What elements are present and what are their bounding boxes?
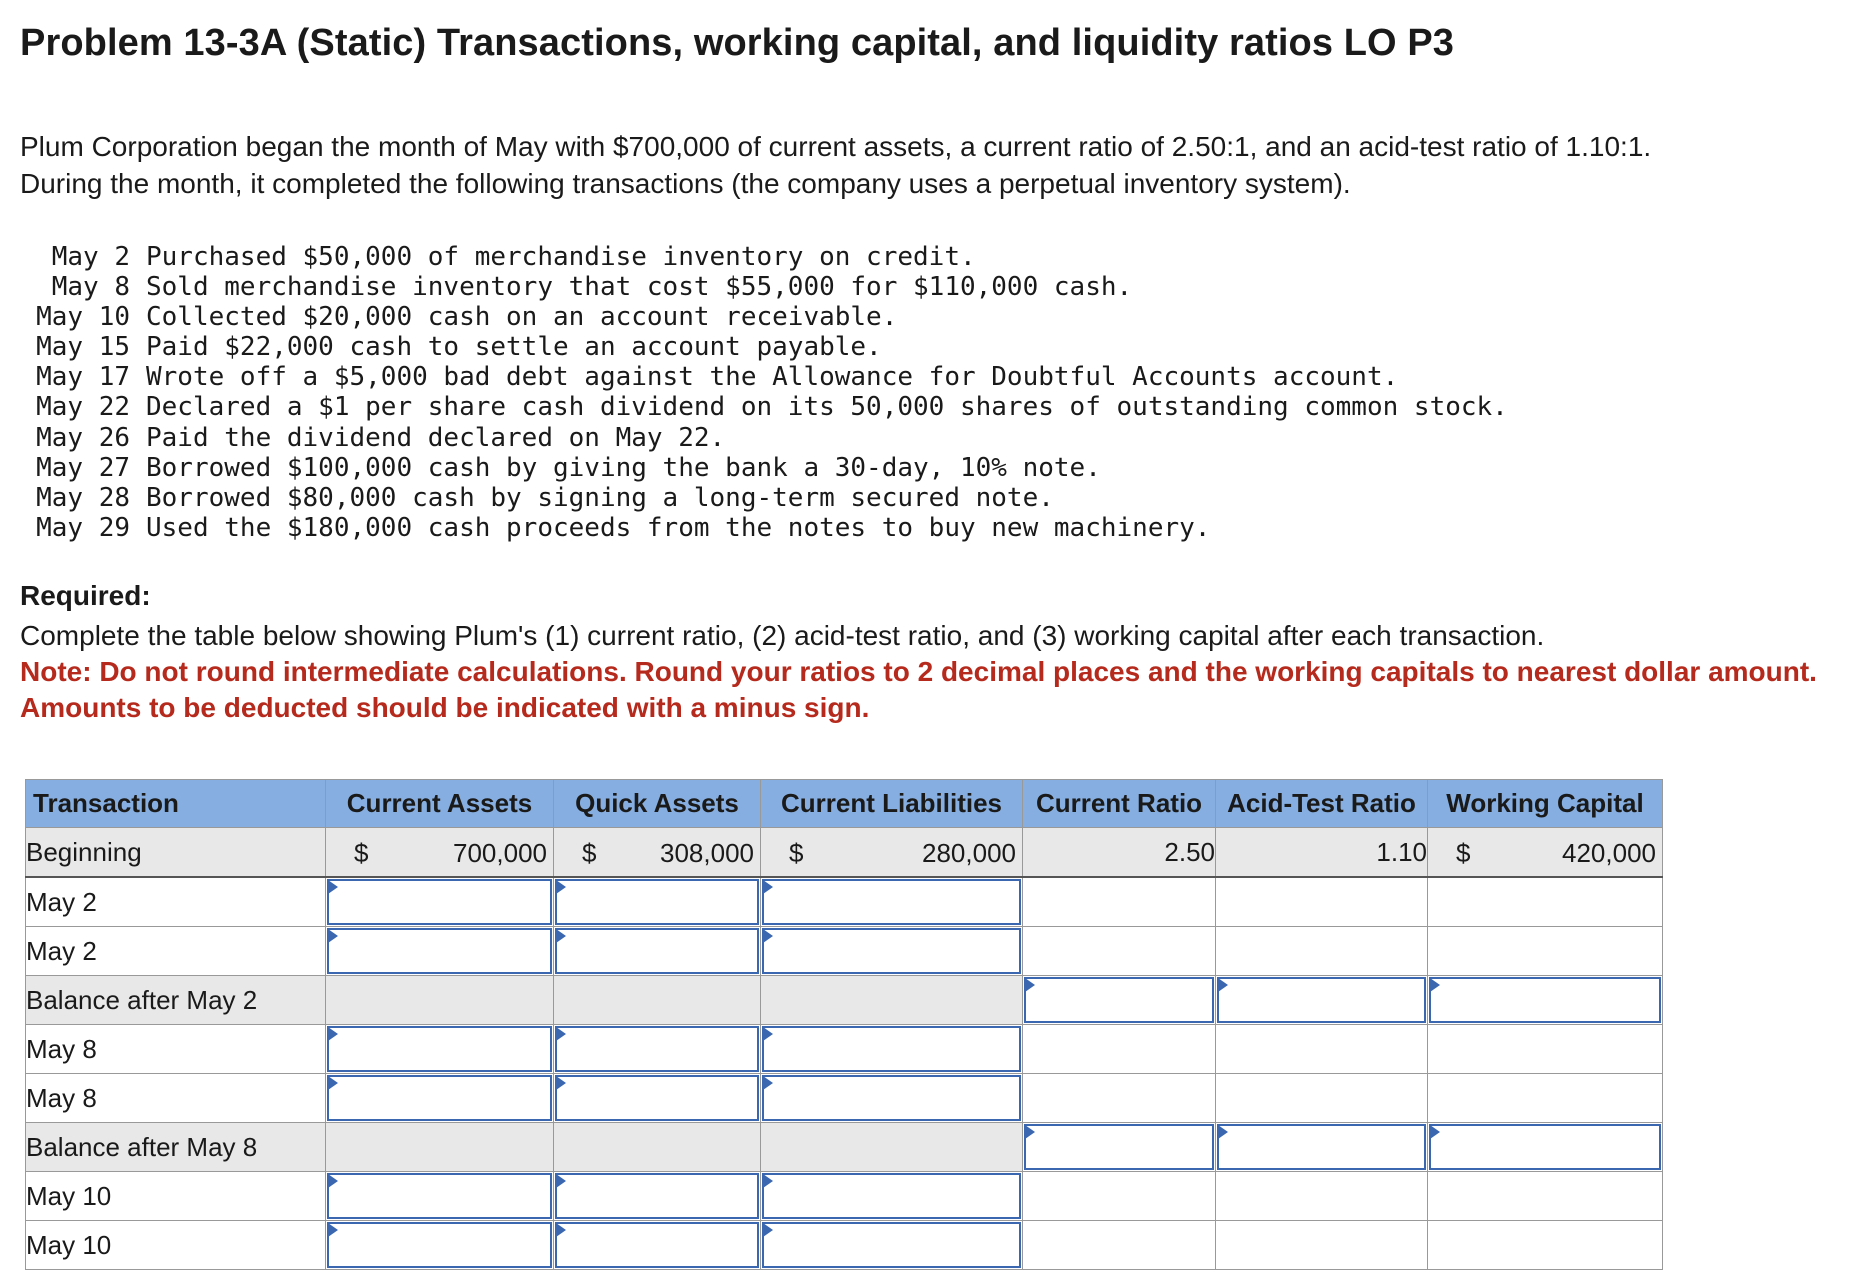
empty-cell [1216, 877, 1428, 927]
required-note: Note: Do not round intermediate calculations. Round your ratios to 2 decimal places and the working capitals to nearest dollar amount. Amounts to be deducted should be indicated with a minus sign. [20, 656, 1817, 723]
input-marker-icon [556, 1027, 566, 1041]
row-label: Beginning [26, 828, 326, 878]
row-label: May 2 [26, 877, 326, 927]
empty-cell [1023, 877, 1216, 927]
beginning-acid-test-ratio: 1.10 [1216, 828, 1428, 878]
quick-assets-input[interactable] [554, 1172, 761, 1221]
currency-symbol: $ [582, 838, 597, 868]
shaded-cell [554, 1123, 761, 1172]
transaction-list [17, 242, 1508, 543]
input-marker-icon [763, 1223, 773, 1237]
transaction-date: May 26 [36, 422, 130, 453]
row-label: May 10 [26, 1172, 326, 1221]
currency-symbol: $ [1456, 838, 1471, 868]
current-liabilities-input[interactable] [761, 927, 1023, 976]
intro-line-1: Plum Corporation began the month of May with $700,000 of current assets, a current ratio of 2.50:1, and an acid-test ratio of 1.10:1. [20, 131, 1652, 162]
empty-cell [1428, 1025, 1663, 1074]
table-row-beginning [26, 828, 1663, 878]
currency-symbol: $ [789, 838, 804, 868]
transaction-date: May 29 [36, 512, 130, 543]
input-marker-icon [328, 1076, 338, 1090]
header-quick-assets: Quick Assets [554, 780, 761, 828]
current-assets-input[interactable] [326, 927, 554, 976]
shaded-cell [761, 1123, 1023, 1172]
current-ratio-input[interactable] [1023, 1123, 1216, 1172]
transaction-item [17, 332, 1508, 362]
transaction-text: Sold merchandise inventory that cost $55,000 for $110,000 cash. [146, 272, 1133, 303]
header-working-capital: Working Capital [1428, 780, 1663, 828]
required-text: Complete the table below showing Plum's (1) current ratio, (2) acid-test ratio, and (3) working capital after each transaction. [20, 620, 1545, 651]
current-assets-input[interactable] [326, 1172, 554, 1221]
transaction-item [17, 423, 1508, 453]
beginning-working-capital [1428, 828, 1663, 878]
required-heading: Required: [20, 580, 151, 611]
transaction-text: Collected $20,000 cash on an account receivable. [146, 302, 898, 333]
input-marker-icon [328, 1174, 338, 1188]
row-label: Balance after May 8 [26, 1123, 326, 1172]
transaction-date: May 10 [36, 302, 130, 333]
transaction-text: Wrote off a $5,000 bad debt against the Allowance for Doubtful Accounts account. [146, 362, 1399, 393]
current-assets-input[interactable] [326, 1221, 554, 1270]
quick-assets-input[interactable] [554, 877, 761, 927]
table-header-row [26, 780, 1663, 828]
transaction-item [17, 272, 1508, 302]
shaded-cell [554, 976, 761, 1025]
input-marker-icon [763, 1174, 773, 1188]
header-current-liabilities: Current Liabilities [761, 780, 1023, 828]
beginning-current-liabilities [761, 828, 1023, 878]
shaded-cell [326, 1123, 554, 1172]
empty-cell [1023, 1172, 1216, 1221]
quick-assets-input[interactable] [554, 1221, 761, 1270]
current-assets-input[interactable] [326, 877, 554, 927]
input-marker-icon [1025, 1125, 1035, 1139]
row-label: May 2 [26, 927, 326, 976]
beginning-quick-assets [554, 828, 761, 878]
empty-cell [1428, 1172, 1663, 1221]
transaction-text: Purchased $50,000 of merchandise inventory on credit. [146, 242, 976, 272]
empty-cell [1428, 1074, 1663, 1123]
current-liabilities-input[interactable] [761, 1221, 1023, 1270]
empty-cell [1023, 1221, 1216, 1270]
input-marker-icon [328, 1027, 338, 1041]
input-marker-icon [556, 1223, 566, 1237]
transaction-item [17, 302, 1508, 332]
acid-test-ratio-input[interactable] [1216, 976, 1428, 1025]
table-row [26, 1074, 1663, 1123]
input-marker-icon [1218, 978, 1228, 992]
working-capital-input[interactable] [1428, 1123, 1663, 1172]
table-row-balance [26, 1123, 1663, 1172]
input-marker-icon [763, 1076, 773, 1090]
input-marker-icon [556, 1076, 566, 1090]
current-liabilities-input[interactable] [761, 1025, 1023, 1074]
transaction-item [17, 242, 1508, 272]
row-label: May 8 [26, 1074, 326, 1123]
amount: 308,000 [660, 838, 754, 868]
transaction-date: May 8 [51, 272, 130, 303]
empty-cell [1216, 1025, 1428, 1074]
input-marker-icon [556, 929, 566, 943]
table-row-balance [26, 976, 1663, 1025]
input-marker-icon [1430, 1125, 1440, 1139]
input-marker-icon [556, 1174, 566, 1188]
empty-cell [1428, 1221, 1663, 1270]
header-current-ratio: Current Ratio [1023, 780, 1216, 828]
table-row [26, 1172, 1663, 1221]
row-label: May 10 [26, 1221, 326, 1270]
transaction-text: Borrowed $80,000 cash by signing a long-term secured note. [146, 482, 1054, 513]
input-marker-icon [328, 929, 338, 943]
transaction-date: May 15 [36, 332, 130, 363]
current-liabilities-input[interactable] [761, 1074, 1023, 1123]
quick-assets-input[interactable] [554, 1074, 761, 1123]
input-marker-icon [1025, 978, 1035, 992]
input-marker-icon [328, 880, 338, 894]
empty-cell [1023, 1025, 1216, 1074]
transaction-text: Used the $180,000 cash proceeds from the notes to buy new machinery. [146, 512, 1211, 543]
row-label: Balance after May 2 [26, 976, 326, 1025]
transaction-text: Borrowed $100,000 cash by giving the bank a 30-day, 10% note. [146, 452, 1101, 483]
transaction-item [17, 362, 1508, 392]
input-marker-icon [1430, 978, 1440, 992]
input-marker-icon [763, 929, 773, 943]
transaction-date: May 2 [51, 242, 130, 272]
acid-test-ratio-input[interactable] [1216, 1123, 1428, 1172]
table-row [26, 1025, 1663, 1074]
current-liabilities-input[interactable] [761, 1172, 1023, 1221]
amount: 280,000 [922, 838, 1016, 868]
input-marker-icon [763, 1027, 773, 1041]
transaction-date: May 27 [36, 452, 130, 483]
empty-cell [1023, 1074, 1216, 1123]
empty-cell [1216, 1074, 1428, 1123]
empty-cell [1428, 877, 1663, 927]
shaded-cell [761, 976, 1023, 1025]
intro-line-2: During the month, it completed the following transactions (the company uses a perpetual inventory system). [20, 168, 1351, 199]
table-row [26, 927, 1663, 976]
working-capital-input[interactable] [1428, 976, 1663, 1025]
transaction-date: May 22 [36, 392, 130, 423]
header-acid-test-ratio: Acid-Test Ratio [1216, 780, 1428, 828]
current-liabilities-input[interactable] [761, 877, 1023, 927]
problem-intro [20, 128, 1840, 202]
header-current-assets: Current Assets [326, 780, 554, 828]
table-row [26, 1221, 1663, 1270]
problem-title: Problem 13-3A (Static) Transactions, working capital, and liquidity ratios LO P3 [20, 22, 1455, 64]
empty-cell [1216, 1221, 1428, 1270]
shaded-cell [326, 976, 554, 1025]
empty-cell [1428, 927, 1663, 976]
quick-assets-input[interactable] [554, 1025, 761, 1074]
input-marker-icon [328, 1223, 338, 1237]
table-row [26, 877, 1663, 927]
liquidity-table [25, 779, 1663, 1270]
empty-cell [1216, 927, 1428, 976]
empty-cell [1216, 1172, 1428, 1221]
transaction-text: Declared a $1 per share cash dividend on its 50,000 shares of outstanding common stock. [146, 392, 1508, 423]
input-marker-icon [1218, 1125, 1228, 1139]
current-assets-input[interactable] [326, 1025, 554, 1074]
current-ratio-input[interactable] [1023, 976, 1216, 1025]
amount: 700,000 [453, 838, 547, 868]
current-assets-input[interactable] [326, 1074, 554, 1123]
beginning-current-assets [326, 828, 554, 878]
row-label: May 8 [26, 1025, 326, 1074]
transaction-item [17, 483, 1508, 513]
transaction-item [17, 453, 1508, 483]
transaction-text: Paid the dividend declared on May 22. [146, 422, 726, 453]
input-marker-icon [556, 880, 566, 894]
input-marker-icon [763, 880, 773, 894]
transaction-text: Paid $22,000 cash to settle an account payable. [146, 332, 882, 363]
transaction-item [17, 392, 1508, 422]
transaction-date: May 28 [36, 482, 130, 513]
amount: 420,000 [1562, 838, 1656, 868]
transaction-item [17, 513, 1508, 543]
transaction-date: May 17 [36, 362, 130, 393]
quick-assets-input[interactable] [554, 927, 761, 976]
empty-cell [1023, 927, 1216, 976]
currency-symbol: $ [354, 838, 369, 868]
header-transaction: Transaction [26, 780, 326, 828]
beginning-current-ratio: 2.50 [1023, 828, 1216, 878]
